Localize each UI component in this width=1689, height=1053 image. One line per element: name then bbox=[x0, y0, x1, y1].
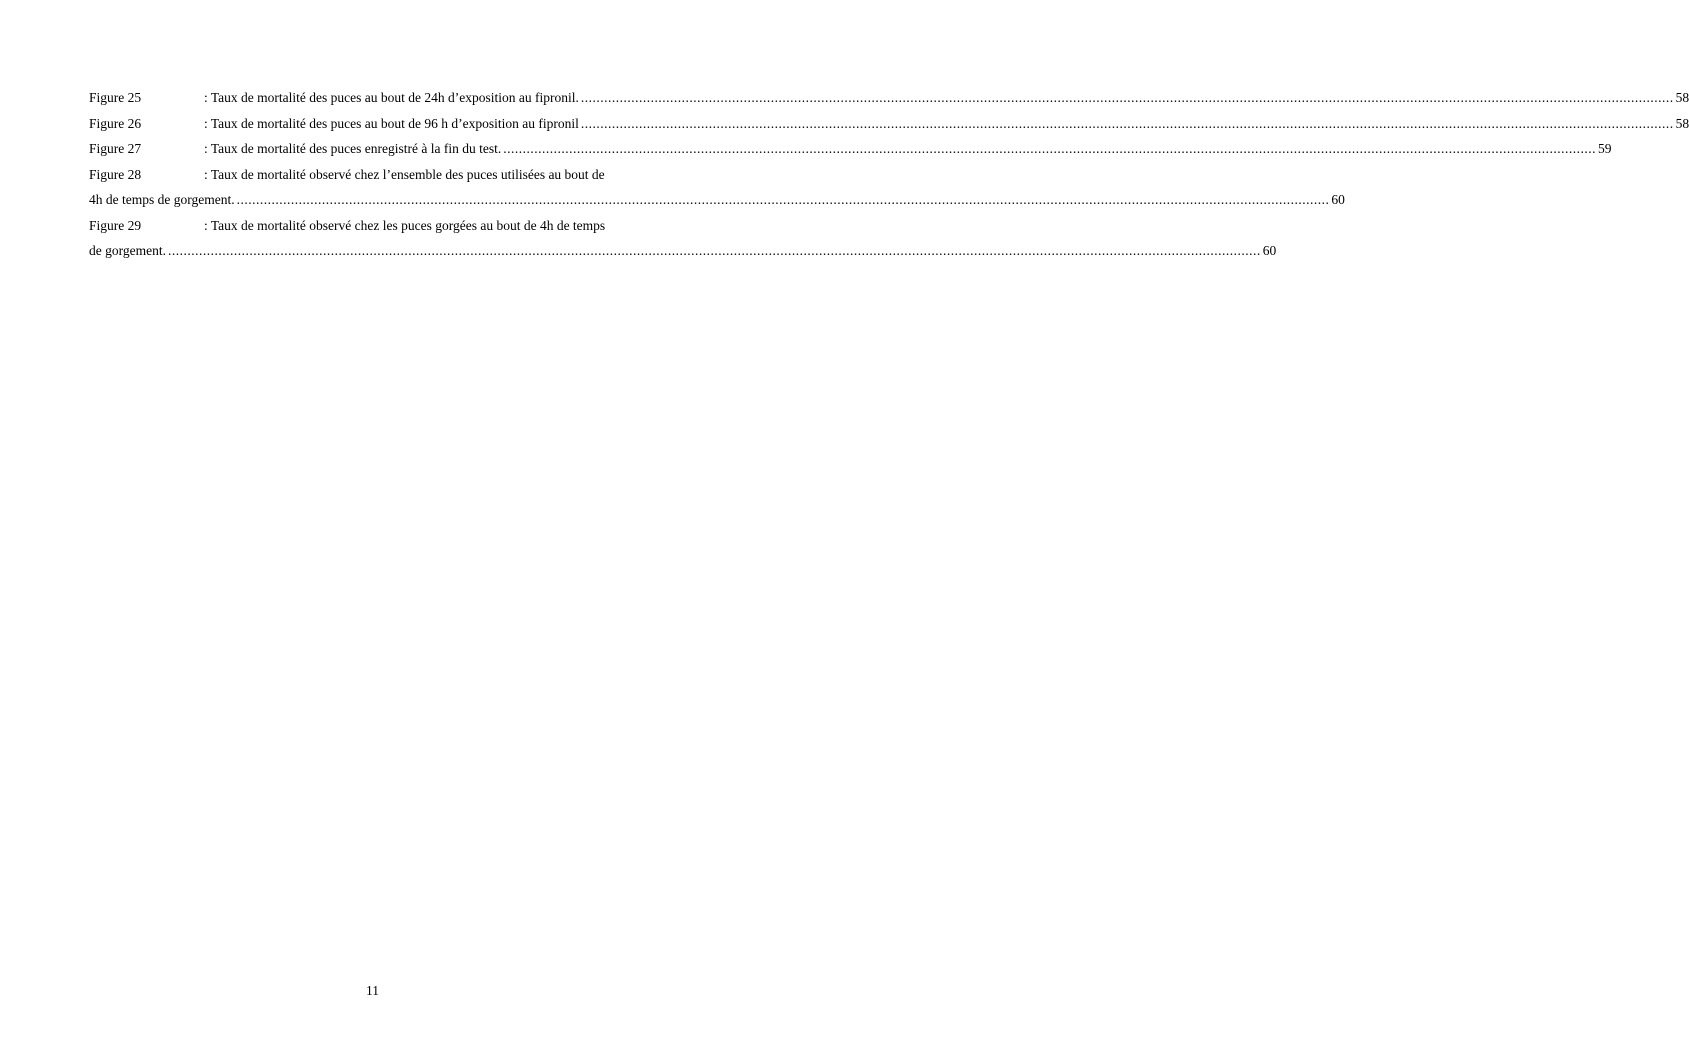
page-reference: 60 bbox=[1331, 192, 1345, 207]
dot-leader bbox=[581, 87, 1674, 109]
toc-entry-figure-29[interactable] bbox=[89, 215, 656, 241]
toc-entry-figure-28-continuation[interactable] bbox=[89, 189, 1345, 215]
page-reference: 58 bbox=[1675, 115, 1689, 131]
page-number: 11 bbox=[366, 983, 379, 998]
toc-entry-figure-26[interactable] bbox=[89, 113, 1689, 139]
toc-entry-figure-27[interactable] bbox=[89, 138, 1612, 164]
dot-leader bbox=[503, 138, 1596, 160]
figure-label: Figure 28 bbox=[89, 166, 142, 182]
page-reference: 60 bbox=[1262, 243, 1277, 258]
dot-leader bbox=[237, 189, 1330, 211]
figure-label: Figure 25 bbox=[89, 90, 142, 105]
toc-entry-figure-29-continuation[interactable] bbox=[89, 240, 1277, 266]
dot-leader bbox=[581, 113, 1674, 135]
figure-title: : Taux de mortalité observé chez les puces gorgées au bout de 4h de temps bbox=[204, 217, 606, 233]
figure-title: : Taux de mortalité des puces au bout de 24h d’exposition au fipronil. bbox=[204, 90, 579, 105]
page-reference: 58 bbox=[1675, 90, 1689, 105]
figure-title-continuation: 4h de temps de gorgement. bbox=[89, 192, 235, 207]
figure-title: : Taux de mortalité observé chez l’ensemble des puces utilisées au bout de bbox=[204, 166, 605, 182]
figure-title: : Taux de mortalité des puces au bout de 96 h d’exposition au fipronil bbox=[204, 115, 579, 131]
list-of-figures bbox=[89, 87, 1689, 266]
figure-label: Figure 29 bbox=[89, 217, 142, 233]
figure-title-continuation: de gorgement. bbox=[89, 243, 166, 258]
page-reference: 59 bbox=[1597, 141, 1612, 156]
figure-label: Figure 27 bbox=[89, 141, 142, 156]
figure-title: : Taux de mortalité des puces enregistré à la fin du test. bbox=[204, 141, 502, 156]
dot-leader bbox=[168, 240, 1261, 262]
figure-label: Figure 26 bbox=[89, 115, 142, 131]
toc-entry-figure-25[interactable] bbox=[89, 87, 1689, 113]
toc-entry-figure-28[interactable] bbox=[89, 164, 656, 190]
